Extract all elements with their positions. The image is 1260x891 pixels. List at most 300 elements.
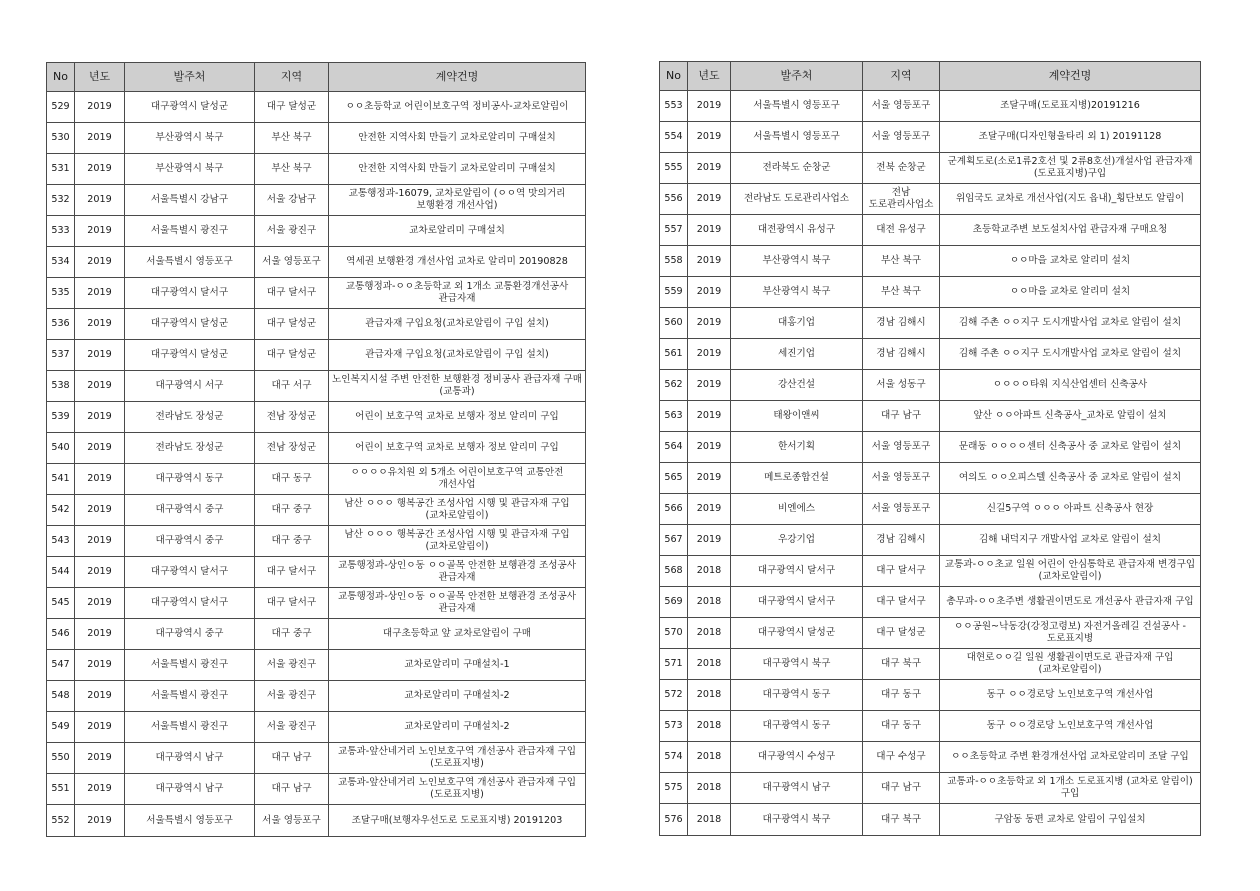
table-row xyxy=(47,278,586,309)
cell-region: 대구 북구 xyxy=(863,804,940,836)
cell-year: 2019 xyxy=(75,526,125,557)
cell-region: 대구 달성군 xyxy=(255,309,329,340)
header-client: 발주처 xyxy=(125,63,255,92)
cell-no: 552 xyxy=(47,805,75,837)
cell-region: 부산 북구 xyxy=(255,154,329,185)
cell-region: 대구 수성구 xyxy=(863,742,940,773)
cell-no: 568 xyxy=(660,556,688,587)
cell-client: 강산건설 xyxy=(731,370,863,401)
cell-no: 562 xyxy=(660,370,688,401)
cell-no: 570 xyxy=(660,618,688,649)
cell-year: 2019 xyxy=(75,185,125,216)
cell-no: 560 xyxy=(660,308,688,339)
table-row xyxy=(47,774,586,805)
cell-year: 2019 xyxy=(75,464,125,495)
cell-contract-title: 남산 ㅇㅇㅇ 행복공간 조성사업 시행 및 관급자재 구입(교차로알림이) xyxy=(329,526,586,557)
table-row xyxy=(660,742,1201,773)
table-row xyxy=(47,154,586,185)
cell-no: 557 xyxy=(660,215,688,246)
cell-year: 2019 xyxy=(75,774,125,805)
cell-client: 대구광역시 남구 xyxy=(731,773,863,804)
cell-year: 2019 xyxy=(75,712,125,743)
cell-no: 549 xyxy=(47,712,75,743)
cell-no: 569 xyxy=(660,587,688,618)
cell-contract-title: 안전한 지역사회 만들기 교차로알리미 구매설치 xyxy=(329,123,586,154)
cell-region: 대구 동구 xyxy=(863,711,940,742)
cell-no: 576 xyxy=(660,804,688,836)
cell-contract-title: 문래동 ㅇㅇㅇㅇ센터 신축공사 중 교차로 알림이 설치 xyxy=(940,432,1201,463)
cell-year: 2019 xyxy=(75,247,125,278)
cell-contract-title: 총무과-ㅇㅇ초주변 생활권이면도로 개선공사 관급자재 구입 xyxy=(940,587,1201,618)
cell-region: 전남 도로관리사업소 xyxy=(863,184,940,215)
cell-region: 대구 남구 xyxy=(863,773,940,804)
cell-region: 전북 순창군 xyxy=(863,153,940,184)
cell-contract-title: 교통행정과-상인ㅇ동 ㅇㅇ골목 안전한 보행관경 조성공사 관급자재 xyxy=(329,557,586,588)
cell-year: 2018 xyxy=(688,804,731,836)
table-row xyxy=(47,92,586,123)
table-row xyxy=(660,246,1201,277)
cell-year: 2019 xyxy=(75,588,125,619)
cell-client: 대구광역시 동구 xyxy=(125,464,255,495)
cell-year: 2019 xyxy=(75,92,125,123)
cell-contract-title: 조달구매(디자인형울타리 외 1) 20191128 xyxy=(940,122,1201,153)
cell-year: 2019 xyxy=(688,122,731,153)
cell-region: 경남 김해시 xyxy=(863,308,940,339)
cell-client: 대구광역시 북구 xyxy=(731,804,863,836)
cell-year: 2019 xyxy=(75,309,125,340)
cell-year: 2019 xyxy=(75,123,125,154)
cell-year: 2019 xyxy=(75,340,125,371)
cell-client: 세진기업 xyxy=(731,339,863,370)
cell-contract-title: 교통과-ㅇㅇ초등학교 외 1개소 도로표지병 (교차로 알림이) 구입 xyxy=(940,773,1201,804)
cell-client: 서울특별시 광진구 xyxy=(125,712,255,743)
cell-no: 548 xyxy=(47,681,75,712)
cell-year: 2019 xyxy=(688,91,731,122)
cell-region: 서울 영등포구 xyxy=(255,805,329,837)
cell-year: 2019 xyxy=(688,215,731,246)
cell-no: 538 xyxy=(47,371,75,402)
table-row xyxy=(660,370,1201,401)
cell-no: 551 xyxy=(47,774,75,805)
cell-year: 2019 xyxy=(75,743,125,774)
cell-no: 573 xyxy=(660,711,688,742)
cell-contract-title: 관급자재 구입요청(교차로알림이 구입 설치) xyxy=(329,340,586,371)
table-row xyxy=(47,123,586,154)
cell-contract-title: 동구 ㅇㅇ경로당 노인보호구역 개선사업 xyxy=(940,680,1201,711)
cell-contract-title: ㅇㅇㅇㅇ유치원 외 5개소 어린이보호구역 교통안전 개선사업 xyxy=(329,464,586,495)
header-no: No xyxy=(47,63,75,92)
cell-contract-title: 안전한 지역사회 만들기 교차로알리미 구매설치 xyxy=(329,154,586,185)
cell-contract-title: 교통행정과-상인ㅇ동 ㅇㅇ골목 안전한 보행관경 조성공사 관급자재 xyxy=(329,588,586,619)
cell-contract-title: 노인복지시설 주변 안전한 보행환경 정비공사 관급자재 구매(교통과) xyxy=(329,371,586,402)
cell-client: 대구광역시 중구 xyxy=(125,526,255,557)
cell-year: 2019 xyxy=(688,401,731,432)
table-row xyxy=(47,433,586,464)
cell-client: 태왕이앤씨 xyxy=(731,401,863,432)
cell-year: 2019 xyxy=(688,339,731,370)
cell-contract-title: ㅇㅇㅇㅇ타워 지식산업센터 신축공사 xyxy=(940,370,1201,401)
cell-no: 572 xyxy=(660,680,688,711)
cell-client: 대구광역시 달서구 xyxy=(125,557,255,588)
cell-contract-title: 대현로ㅇㅇ길 일원 생활권이면도로 관급자재 구입(교차로알림이) xyxy=(940,649,1201,680)
cell-contract-title: 김해 내덕지구 개발사업 교차로 알림이 설치 xyxy=(940,525,1201,556)
cell-region: 부산 북구 xyxy=(863,277,940,308)
table-row xyxy=(47,185,586,216)
cell-client: 대홍기업 xyxy=(731,308,863,339)
cell-year: 2019 xyxy=(75,154,125,185)
cell-contract-title: ㅇㅇ공원~낙동강(강정고령보) 자전거올레길 건설공사 - 도로표지병 xyxy=(940,618,1201,649)
cell-no: 532 xyxy=(47,185,75,216)
contract-table-right xyxy=(659,61,1201,836)
table-row xyxy=(660,339,1201,370)
cell-contract-title: 교통과-ㅇㅇ초교 일원 어린이 안심통학로 관급자재 변경구입(교차로알림이) xyxy=(940,556,1201,587)
cell-region: 대전 유성구 xyxy=(863,215,940,246)
cell-region: 서울 영등포구 xyxy=(863,463,940,494)
table-row xyxy=(660,804,1201,836)
cell-year: 2018 xyxy=(688,680,731,711)
table-row xyxy=(660,587,1201,618)
cell-contract-title: 교차로알리미 구매설치-2 xyxy=(329,681,586,712)
cell-year: 2018 xyxy=(688,649,731,680)
cell-region: 대구 중구 xyxy=(255,619,329,650)
cell-region: 대구 중구 xyxy=(255,495,329,526)
table-row xyxy=(47,526,586,557)
cell-no: 547 xyxy=(47,650,75,681)
cell-region: 대구 북구 xyxy=(863,649,940,680)
cell-year: 2018 xyxy=(688,556,731,587)
cell-no: 537 xyxy=(47,340,75,371)
header-region: 지역 xyxy=(255,63,329,92)
header-client: 발주처 xyxy=(731,62,863,91)
table-row xyxy=(660,463,1201,494)
table-row xyxy=(47,557,586,588)
table-row xyxy=(660,308,1201,339)
cell-year: 2019 xyxy=(75,805,125,837)
cell-client: 대구광역시 달서구 xyxy=(125,278,255,309)
cell-client: 대구광역시 남구 xyxy=(125,774,255,805)
cell-year: 2019 xyxy=(688,153,731,184)
cell-year: 2019 xyxy=(75,402,125,433)
cell-no: 536 xyxy=(47,309,75,340)
cell-no: 564 xyxy=(660,432,688,463)
table-row xyxy=(660,122,1201,153)
cell-year: 2019 xyxy=(688,246,731,277)
cell-client: 대구광역시 달서구 xyxy=(731,556,863,587)
cell-region: 서울 광진구 xyxy=(255,681,329,712)
cell-no: 550 xyxy=(47,743,75,774)
cell-year: 2019 xyxy=(688,463,731,494)
cell-no: 563 xyxy=(660,401,688,432)
cell-region: 대구 달성군 xyxy=(255,92,329,123)
cell-no: 559 xyxy=(660,277,688,308)
cell-region: 부산 북구 xyxy=(863,246,940,277)
cell-client: 전라남도 장성군 xyxy=(125,433,255,464)
cell-client: 한서기획 xyxy=(731,432,863,463)
cell-region: 대구 남구 xyxy=(255,774,329,805)
cell-year: 2018 xyxy=(688,711,731,742)
cell-contract-title: 조달구매(도로표지병)20191216 xyxy=(940,91,1201,122)
cell-client: 부산광역시 북구 xyxy=(125,123,255,154)
table-row xyxy=(47,743,586,774)
cell-no: 529 xyxy=(47,92,75,123)
cell-region: 전남 장성군 xyxy=(255,402,329,433)
cell-year: 2019 xyxy=(75,650,125,681)
cell-year: 2018 xyxy=(688,742,731,773)
table-row xyxy=(47,340,586,371)
table-header-row xyxy=(47,63,586,92)
table-row xyxy=(660,432,1201,463)
cell-no: 575 xyxy=(660,773,688,804)
cell-region: 경남 김해시 xyxy=(863,339,940,370)
cell-contract-title: 신길5구역 ㅇㅇㅇ 아파트 신축공사 현장 xyxy=(940,494,1201,525)
cell-no: 574 xyxy=(660,742,688,773)
cell-year: 2019 xyxy=(688,277,731,308)
cell-region: 경남 김해시 xyxy=(863,525,940,556)
cell-contract-title: 어린이 보호구역 교차로 보행자 정보 알리미 구입 xyxy=(329,402,586,433)
cell-client: 대구광역시 남구 xyxy=(125,743,255,774)
cell-no: 541 xyxy=(47,464,75,495)
cell-region: 서울 성동구 xyxy=(863,370,940,401)
cell-region: 대구 달서구 xyxy=(255,278,329,309)
cell-no: 567 xyxy=(660,525,688,556)
table-row xyxy=(660,401,1201,432)
cell-contract-title: 조달구매(보행자우선도로 도로표지병) 20191203 xyxy=(329,805,586,837)
table-row xyxy=(660,649,1201,680)
cell-contract-title: 어린이 보호구역 교차로 보행자 정보 알리미 구입 xyxy=(329,433,586,464)
cell-year: 2019 xyxy=(688,184,731,215)
header-no: No xyxy=(660,62,688,91)
table-row xyxy=(660,773,1201,804)
cell-contract-title: ㅇㅇ초등학교 어린이보호구역 정비공사-교차로알림이 xyxy=(329,92,586,123)
cell-region: 서울 강남구 xyxy=(255,185,329,216)
cell-contract-title: ㅇㅇ마을 교차로 알리미 설치 xyxy=(940,277,1201,308)
cell-year: 2019 xyxy=(688,432,731,463)
table-row xyxy=(47,402,586,433)
cell-region: 대구 중구 xyxy=(255,526,329,557)
cell-contract-title: 위임국도 교차로 개선사업(지도 읍내)_횡단보도 알림이 xyxy=(940,184,1201,215)
cell-year: 2019 xyxy=(75,371,125,402)
table-row xyxy=(47,309,586,340)
cell-region: 대구 남구 xyxy=(255,743,329,774)
cell-client: 대구광역시 중구 xyxy=(125,619,255,650)
table-row xyxy=(47,464,586,495)
cell-client: 전라남도 도로관리사업소 xyxy=(731,184,863,215)
cell-region: 대구 동구 xyxy=(255,464,329,495)
cell-contract-title: 동구 ㅇㅇ경로당 노인보호구역 개선사업 xyxy=(940,711,1201,742)
cell-no: 544 xyxy=(47,557,75,588)
header-year: 년도 xyxy=(688,62,731,91)
cell-year: 2019 xyxy=(688,525,731,556)
cell-client: 대구광역시 달서구 xyxy=(125,588,255,619)
cell-no: 554 xyxy=(660,122,688,153)
cell-contract-title: 교차로알리미 구매설치-2 xyxy=(329,712,586,743)
table-row xyxy=(47,681,586,712)
cell-no: 540 xyxy=(47,433,75,464)
cell-region: 대구 달서구 xyxy=(863,587,940,618)
table-row xyxy=(660,618,1201,649)
cell-year: 2019 xyxy=(75,495,125,526)
cell-no: 556 xyxy=(660,184,688,215)
cell-region: 대구 동구 xyxy=(863,680,940,711)
cell-no: 539 xyxy=(47,402,75,433)
table-row xyxy=(660,556,1201,587)
cell-client: 서울특별시 강남구 xyxy=(125,185,255,216)
cell-no: 553 xyxy=(660,91,688,122)
cell-client: 우강기업 xyxy=(731,525,863,556)
header-contract-title: 계약건명 xyxy=(940,62,1201,91)
cell-client: 부산광역시 북구 xyxy=(125,154,255,185)
table-row xyxy=(47,712,586,743)
cell-contract-title: 대구초등학교 앞 교차로알림이 구매 xyxy=(329,619,586,650)
table-row xyxy=(660,277,1201,308)
cell-no: 545 xyxy=(47,588,75,619)
cell-contract-title: 초등학교주변 보도설치사업 관급자재 구매요청 xyxy=(940,215,1201,246)
cell-region: 대구 달서구 xyxy=(255,557,329,588)
table-row xyxy=(660,153,1201,184)
cell-client: 대구광역시 동구 xyxy=(731,711,863,742)
cell-client: 대구광역시 달서구 xyxy=(731,587,863,618)
table-row xyxy=(47,805,586,837)
cell-year: 2018 xyxy=(688,773,731,804)
cell-year: 2019 xyxy=(75,278,125,309)
table-header-row xyxy=(660,62,1201,91)
cell-region: 대구 남구 xyxy=(863,401,940,432)
cell-year: 2019 xyxy=(75,681,125,712)
cell-year: 2019 xyxy=(688,370,731,401)
cell-no: 543 xyxy=(47,526,75,557)
table-row xyxy=(660,711,1201,742)
cell-year: 2019 xyxy=(75,216,125,247)
cell-no: 561 xyxy=(660,339,688,370)
cell-no: 533 xyxy=(47,216,75,247)
cell-region: 대구 달성군 xyxy=(255,340,329,371)
cell-client: 서울특별시 광진구 xyxy=(125,681,255,712)
table-row xyxy=(660,184,1201,215)
cell-client: 비엔에스 xyxy=(731,494,863,525)
cell-no: 530 xyxy=(47,123,75,154)
table-row xyxy=(660,680,1201,711)
cell-client: 메트로종합건설 xyxy=(731,463,863,494)
table-row xyxy=(47,371,586,402)
cell-year: 2019 xyxy=(75,619,125,650)
table-row xyxy=(47,216,586,247)
cell-region: 대구 달성군 xyxy=(863,618,940,649)
cell-region: 서울 영등포구 xyxy=(863,494,940,525)
cell-no: 531 xyxy=(47,154,75,185)
cell-client: 대전광역시 유성구 xyxy=(731,215,863,246)
cell-year: 2018 xyxy=(688,587,731,618)
cell-client: 서울특별시 영등포구 xyxy=(731,91,863,122)
cell-region: 대구 달서구 xyxy=(255,588,329,619)
table-row xyxy=(660,525,1201,556)
cell-client: 대구광역시 북구 xyxy=(731,649,863,680)
cell-client: 부산광역시 북구 xyxy=(731,246,863,277)
contract-table-left xyxy=(46,62,586,837)
header-region: 지역 xyxy=(863,62,940,91)
cell-client: 서울특별시 영등포구 xyxy=(125,247,255,278)
cell-contract-title: 남산 ㅇㅇㅇ 행복공간 조성사업 시행 및 관급자재 구입(교차로알림이) xyxy=(329,495,586,526)
cell-no: 565 xyxy=(660,463,688,494)
cell-region: 서울 광진구 xyxy=(255,712,329,743)
cell-region: 서울 광진구 xyxy=(255,216,329,247)
cell-year: 2019 xyxy=(688,494,731,525)
cell-no: 555 xyxy=(660,153,688,184)
table-row xyxy=(660,91,1201,122)
cell-client: 서울특별시 광진구 xyxy=(125,216,255,247)
cell-contract-title: 교통과-앞산네거리 노인보호구역 개선공사 관급자재 구입(도로표지병) xyxy=(329,743,586,774)
cell-client: 대구광역시 서구 xyxy=(125,371,255,402)
cell-region: 전남 장성군 xyxy=(255,433,329,464)
cell-contract-title: 관급자재 구입요청(교차로알림이 구입 설치) xyxy=(329,309,586,340)
cell-year: 2019 xyxy=(688,308,731,339)
cell-year: 2019 xyxy=(75,433,125,464)
cell-contract-title: 여의도 ㅇㅇ오피스텔 신축공사 중 교차로 알림이 설치 xyxy=(940,463,1201,494)
cell-contract-title: 교차로알리미 구매설치-1 xyxy=(329,650,586,681)
cell-region: 서울 영등포구 xyxy=(255,247,329,278)
cell-no: 571 xyxy=(660,649,688,680)
cell-client: 대구광역시 중구 xyxy=(125,495,255,526)
table-row xyxy=(660,215,1201,246)
table-row xyxy=(47,495,586,526)
cell-contract-title: 교통행정과-16079, 교차로알림이 (ㅇㅇ역 맛의거리 보행환경 개선사업) xyxy=(329,185,586,216)
table-row xyxy=(47,247,586,278)
cell-year: 2018 xyxy=(688,618,731,649)
cell-client: 서울특별시 영등포구 xyxy=(731,122,863,153)
cell-client: 부산광역시 북구 xyxy=(731,277,863,308)
cell-contract-title: ㅇㅇ초등학교 주변 환경개선사업 교차로알리미 조달 구입 xyxy=(940,742,1201,773)
cell-client: 대구광역시 수성구 xyxy=(731,742,863,773)
cell-client: 대구광역시 동구 xyxy=(731,680,863,711)
cell-contract-title: 교통과-앞산네거리 노인보호구역 개선공사 관급자재 구입(도로표지병) xyxy=(329,774,586,805)
cell-no: 534 xyxy=(47,247,75,278)
cell-contract-title: 김해 주촌 ㅇㅇ지구 도시개발사업 교차로 알림이 설치 xyxy=(940,308,1201,339)
cell-contract-title: ㅇㅇ마을 교차로 알리미 설치 xyxy=(940,246,1201,277)
header-contract-title: 계약건명 xyxy=(329,63,586,92)
table-row xyxy=(47,619,586,650)
cell-contract-title: 앞산 ㅇㅇ아파트 신축공사_교차로 알림이 설치 xyxy=(940,401,1201,432)
cell-no: 558 xyxy=(660,246,688,277)
cell-client: 전라북도 순창군 xyxy=(731,153,863,184)
cell-region: 서울 영등포구 xyxy=(863,91,940,122)
cell-no: 542 xyxy=(47,495,75,526)
cell-region: 서울 광진구 xyxy=(255,650,329,681)
cell-client: 대구광역시 달성군 xyxy=(125,340,255,371)
cell-contract-title: 구암동 동편 교차로 알림이 구입설치 xyxy=(940,804,1201,836)
cell-no: 546 xyxy=(47,619,75,650)
cell-region: 대구 달서구 xyxy=(863,556,940,587)
cell-region: 서울 영등포구 xyxy=(863,432,940,463)
cell-region: 대구 서구 xyxy=(255,371,329,402)
table-row xyxy=(47,588,586,619)
cell-no: 535 xyxy=(47,278,75,309)
table-row xyxy=(660,494,1201,525)
cell-region: 서울 영등포구 xyxy=(863,122,940,153)
cell-no: 566 xyxy=(660,494,688,525)
cell-year: 2019 xyxy=(75,557,125,588)
cell-contract-title: 군계획도로(소로1류2호선 및 2류8호선)개설사업 관급자재(도로표지병)구입 xyxy=(940,153,1201,184)
cell-region: 부산 북구 xyxy=(255,123,329,154)
cell-contract-title: 김해 주촌 ㅇㅇ지구 도시개발사업 교차로 알림이 설치 xyxy=(940,339,1201,370)
table-row xyxy=(47,650,586,681)
cell-client: 대구광역시 달성군 xyxy=(125,92,255,123)
cell-contract-title: 역세권 보행환경 개선사업 교차로 알리미 20190828 xyxy=(329,247,586,278)
cell-client: 서울특별시 영등포구 xyxy=(125,805,255,837)
cell-client: 대구광역시 달성군 xyxy=(731,618,863,649)
cell-client: 전라남도 장성군 xyxy=(125,402,255,433)
cell-contract-title: 교통행정과-ㅇㅇ초등학교 외 1개소 교통환경개선공사 관급자재 xyxy=(329,278,586,309)
cell-client: 대구광역시 달성군 xyxy=(125,309,255,340)
cell-client: 서울특별시 광진구 xyxy=(125,650,255,681)
